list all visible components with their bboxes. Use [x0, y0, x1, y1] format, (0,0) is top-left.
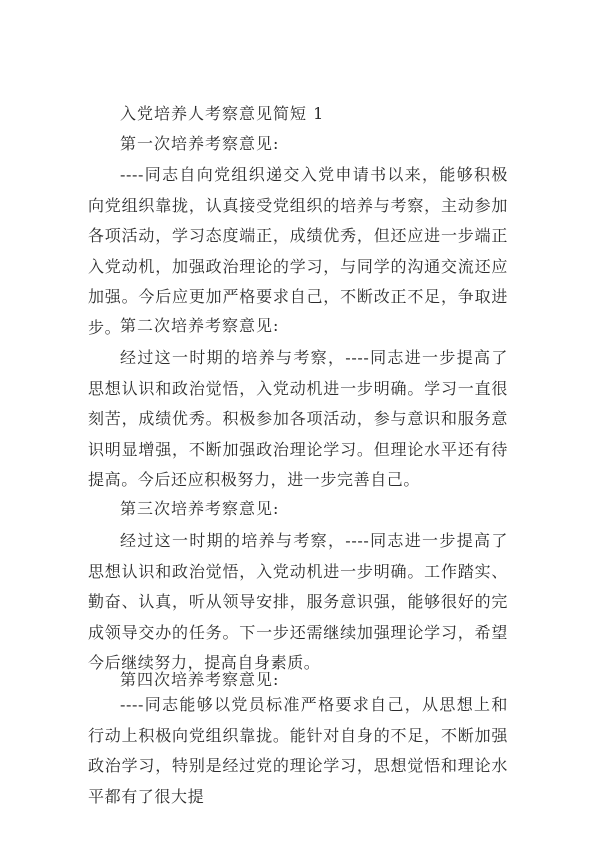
section-4-heading: 第四次培养考察意见: [120, 670, 280, 689]
section-4-body: ----同志能够以党员标准严格要求自己，从思想上和行动上积极向党组织靠拢。能针对自身的不足，不断加强政治学习，特别是经过党的理论学习，思想觉悟和理论水平都有了很大提 [88, 695, 508, 806]
section-1-body: ----同志自向党组织递交入党申请书以来，能够积极向党组织靠拢，认真接受党组织的培养与考察，主动参加各项活动，学习态度端正，成绩优秀，但还应进一步端正入党动机，加强政治理论的学习，与同学的沟通交流还应加强。今后应更加严格要求自己，不断改正不足，争取进步。 [88, 165, 508, 337]
section-3-heading: 第三次培养考察意见: [120, 499, 280, 518]
section-1-heading: 第一次培养考察意见: [120, 134, 280, 153]
document-title: 入党培养人考察意见简短 1 [120, 104, 325, 123]
section-3-body: 经过这一时期的培养与考察，----同志进一步提高了思想认识和政治觉悟，入党动机进一步明确。工作踏实、勤奋、认真，听从领导安排，服务意识强，能够很好的完成领导交办的任务。下一步还需继续加强理论学习，希望今后继续努力，提高自身素质。 [88, 531, 508, 672]
section-2-body: 经过这一时期的培养与考察，----同志进一步提高了思想认识和政治觉悟，入党动机进一步明确。学习一直很刻苦，成绩优秀。积极参加各项活动，参与意识和服务意识明显增强，不断加强政治理论学习。但理论水平还有待提高。今后还应积极努力，进一步完善自己。 [88, 348, 508, 489]
section-2-heading: 第二次培养考察意见: [120, 316, 280, 335]
